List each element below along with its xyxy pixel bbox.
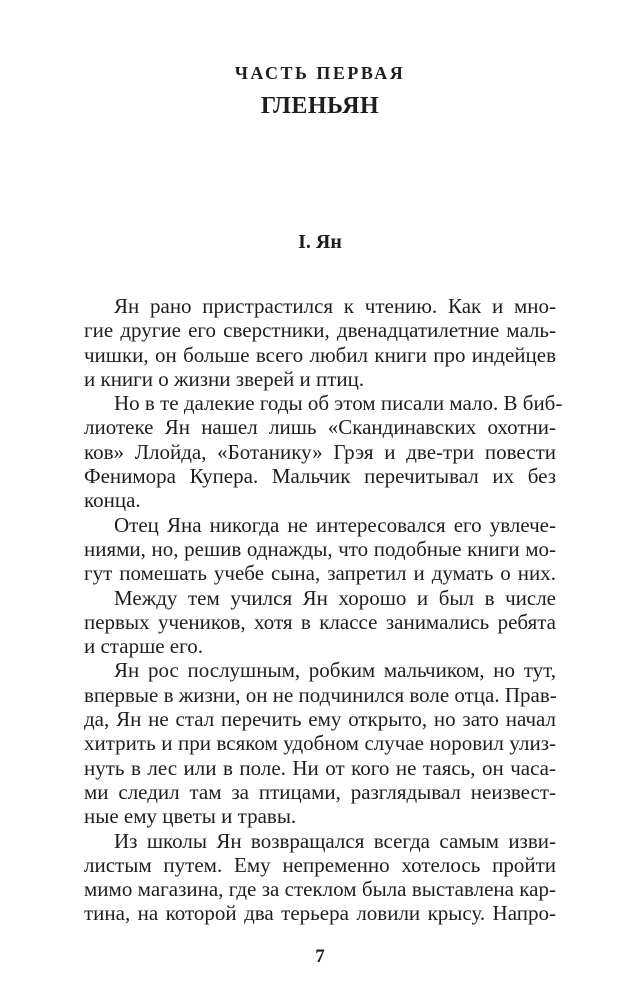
- page-number: 7: [315, 946, 325, 967]
- text-line: ми следил там за птицами, разглядывал неизвест-: [84, 779, 556, 804]
- text-line: хитрить и при всяком удобном случае норовил улиз-: [84, 731, 556, 756]
- text-line: листым путем. Ему непременно хотелось пройти: [84, 852, 556, 877]
- text-line: ков» Ллойда, «Ботанику» Грэя и две-три повести: [84, 439, 556, 464]
- text-line: Но в те далекие годы об этом писали мало. В биб-: [114, 391, 563, 416]
- paragraph: [84, 294, 556, 391]
- text-line: ные ему цветы и травы.: [84, 804, 297, 829]
- paragraph: [84, 391, 563, 513]
- chapter-title: I. Ян: [298, 231, 342, 253]
- text-line: Фенимора Купера. Мальчик перечитывал их без: [84, 464, 556, 489]
- paragraph: [84, 513, 556, 586]
- part-label: ЧАСТЬ ПЕРВАЯ: [234, 63, 406, 83]
- text-line: Между тем учился Ян хорошо и был в числе: [114, 585, 556, 610]
- text-line: и старше его.: [84, 634, 203, 659]
- text-line: нуть в лес или в поле. Ни от кого не таясь, он часа-: [84, 755, 556, 780]
- text-line: Отец Яна никогда не интересовался его увлече-: [114, 512, 556, 537]
- paragraph: [84, 829, 556, 926]
- text-line: ниями, но, решив однажды, что подобные книги мо-: [84, 536, 556, 561]
- body-text: [84, 294, 563, 926]
- text-line: мимо магазина, где за стеклом была выставлена кар-: [84, 877, 556, 902]
- text-line: и книги о жизни зверей и птиц.: [84, 366, 365, 391]
- text-line: да, Ян не стал перечить ему открыто, но зато начал: [84, 707, 556, 732]
- text-line: первых учеников, хотя в классе занимались ребята: [84, 609, 556, 634]
- paragraph: [84, 586, 556, 659]
- text-line: гут помешать учебе сына, запретил и думать о них.: [84, 561, 556, 586]
- text-line: гие другие его сверстники, двенадцатилетние маль-: [84, 318, 556, 343]
- text-line: впервые в жизни, он не подчинился воле отца. Прав-: [84, 682, 557, 707]
- text-line: лиотеке Ян нашел лишь «Скандинавских охотни-: [84, 415, 556, 440]
- text-line: Из школы Ян возвращался всегда самым изви-: [114, 828, 556, 853]
- text-line: тина, на которой два терьера ловили крысу. Напро-: [84, 901, 556, 926]
- part-title: ГЛЕНЬЯН: [260, 93, 380, 119]
- text-line: конца.: [84, 488, 141, 513]
- paragraph: [84, 658, 556, 828]
- text-line: чишки, он больше всего любил книги про индейцев: [84, 342, 556, 367]
- text-line: Ян рано пристрастился к чтению. Как и мно-: [114, 294, 556, 318]
- text-line: Ян рос послушным, робким мальчиком, но тут,: [114, 658, 556, 683]
